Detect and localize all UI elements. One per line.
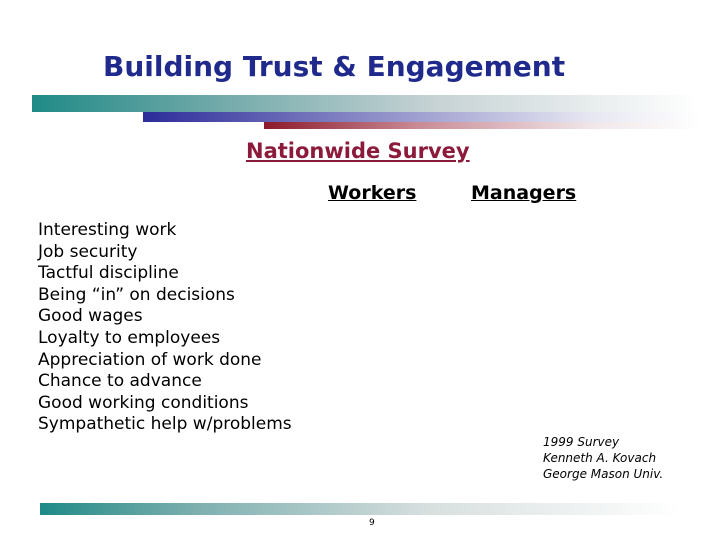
survey-item: Interesting work — [38, 220, 177, 240]
survey-item: Sympathetic help w/problems — [38, 414, 292, 435]
source-author: Kenneth A. Kovach — [543, 451, 657, 465]
header-bar-maroon — [264, 122, 700, 129]
header-bar-teal — [32, 95, 700, 112]
survey-item: Good working conditions — [38, 392, 249, 413]
source-institution: George Mason Univ. — [543, 467, 664, 481]
survey-item: Being “in” on decisions — [38, 284, 235, 305]
header-bar-blue — [143, 112, 700, 122]
slide-title: Building Trust & Engagement — [103, 50, 566, 83]
source-citation — [543, 434, 663, 482]
column-header-workers: Workers — [328, 182, 417, 204]
survey-item: Appreciation of work done — [38, 349, 262, 370]
survey-item: Chance to advance — [38, 371, 202, 392]
survey-item: Tactful discipline — [38, 263, 179, 284]
footer-bar-teal — [40, 503, 680, 515]
page-number: 9 — [369, 518, 375, 528]
column-header-managers: Managers — [471, 182, 577, 204]
survey-item-list — [38, 220, 292, 436]
survey-item: Good wages — [38, 306, 143, 327]
survey-item: Loyalty to employees — [38, 327, 221, 348]
survey-subtitle: Nationwide Survey — [246, 139, 470, 163]
survey-item: Job security — [38, 241, 138, 262]
source-survey-year: 1999 Survey — [543, 435, 620, 449]
